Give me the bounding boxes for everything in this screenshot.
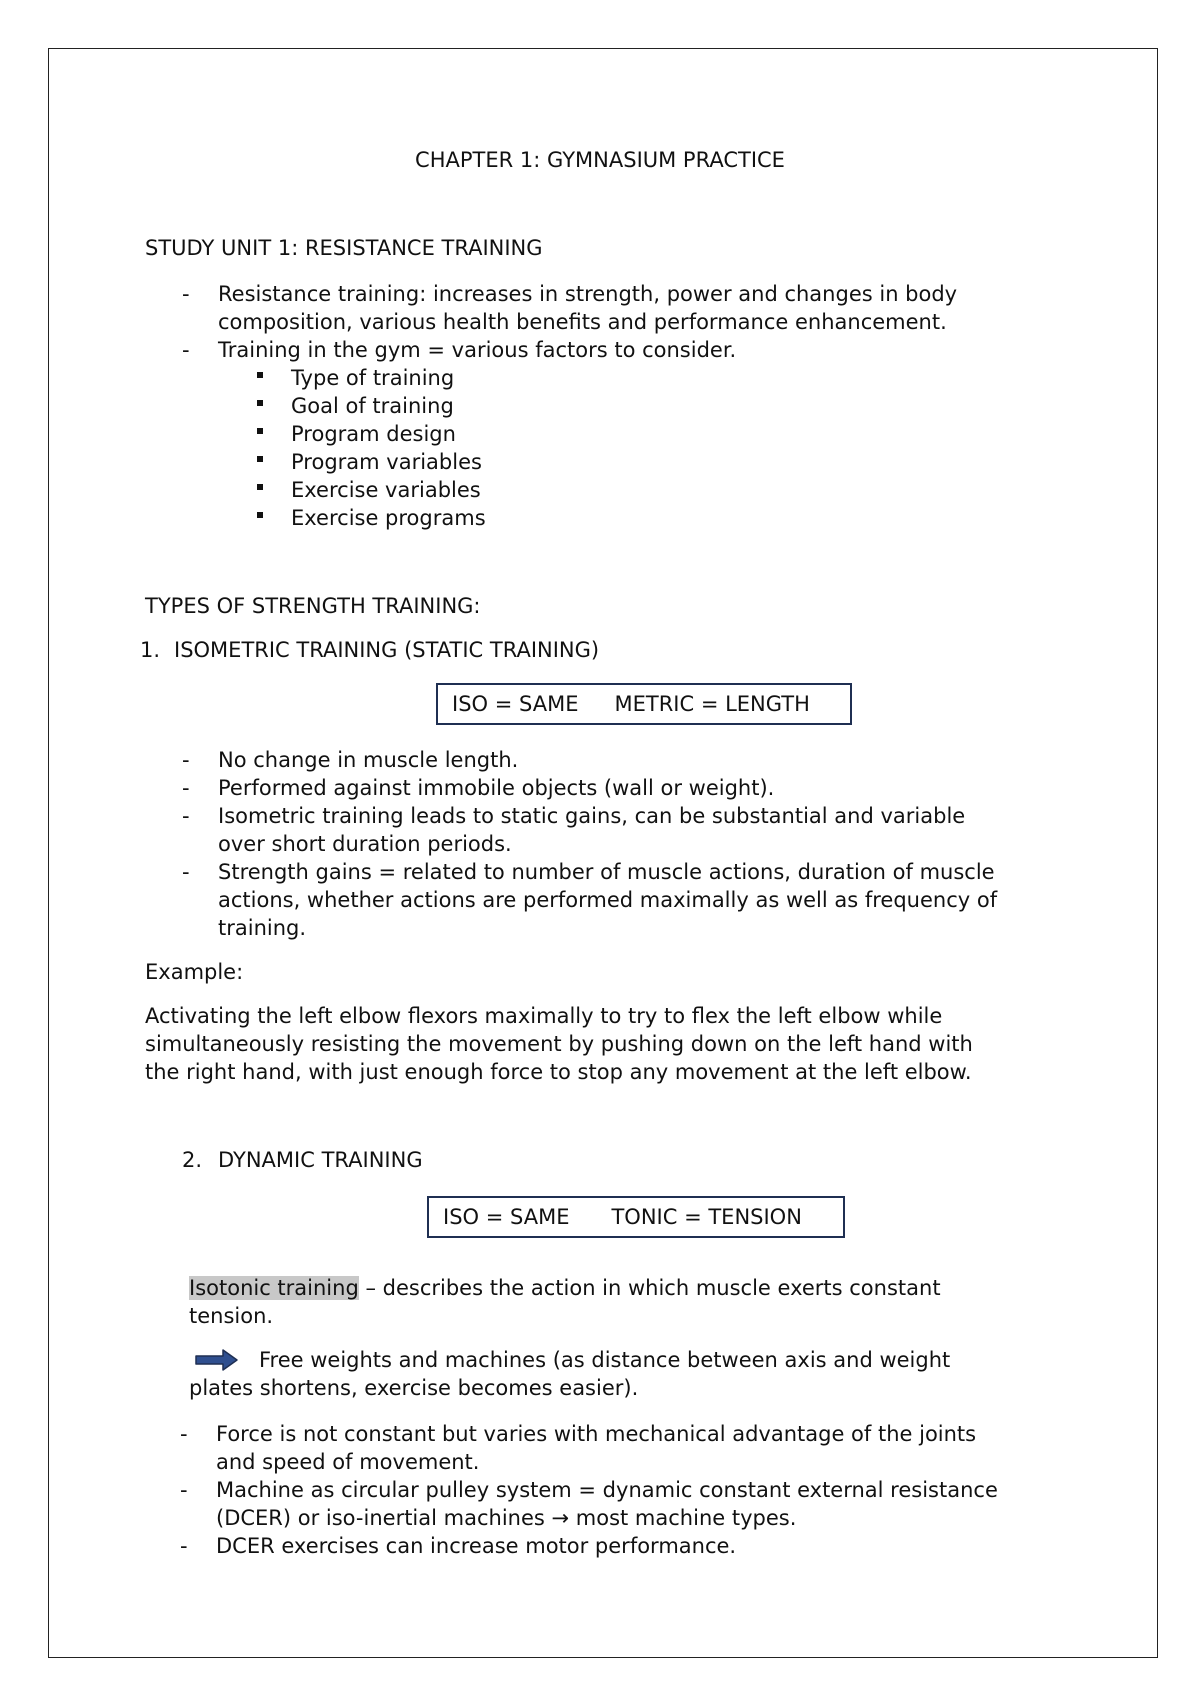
isometric-bullet-3-line-2: over short duration periods. [218,832,512,856]
iso-definition: ISO = SAME [443,1205,570,1229]
isometric-definition-box [436,683,852,725]
isotonic-definition-text: – describes the action in which muscle exerts constant [358,1276,941,1300]
dynamic-bullet-1-line-2: and speed of movement. [216,1450,480,1474]
dynamic-bullet-3: DCER exercises can increase motor performance. [216,1534,737,1558]
dynamic-bullet-1-line-1: Force is not constant but varies with mechanical advantage of the joints [216,1422,977,1446]
factor-item: Goal of training [291,394,454,418]
dash-marker: - [180,1478,188,1502]
example-line-1: Activating the left elbow flexors maximally to try to flex the left elbow while [145,1004,943,1028]
dash-marker: - [182,804,190,828]
square-bullet [257,372,263,378]
isotonic-definition [189,1274,941,1302]
isometric-bullet-4-line-3: training. [218,916,307,940]
square-bullet [257,484,263,490]
metric-definition: METRIC = LENGTH [614,692,810,716]
dynamic-heading: DYNAMIC TRAINING [218,1148,423,1172]
iso-definition: ISO = SAME [452,692,579,716]
dash-marker: - [182,776,190,800]
study-unit-heading: STUDY UNIT 1: RESISTANCE TRAINING [145,236,543,260]
square-bullet [257,428,263,434]
isometric-bullet-4-line-2: actions, whether actions are performed maximally as well as frequency of [218,888,998,912]
factor-item: Exercise programs [291,506,486,530]
arrow-note-line-2: plates shortens, exercise becomes easier). [189,1376,639,1400]
example-line-2: simultaneously resisting the movement by pushing down on the left hand with [145,1032,973,1056]
intro-bullet-1-line-1: Resistance training: increases in strength, power and changes in body [218,282,958,306]
dynamic-number: 2. [182,1148,203,1172]
isotonic-term-highlight: Isotonic training [189,1276,359,1300]
isotonic-definition-line-2: tension. [189,1304,274,1328]
dash-marker: - [182,282,190,306]
dynamic-bullet-2-line-1: Machine as circular pulley system = dynamic constant external resistance [216,1478,998,1502]
dash-marker: - [182,338,190,362]
dash-marker: - [182,748,190,772]
intro-bullet-2: Training in the gym = various factors to consider. [218,338,737,362]
intro-bullet-1-line-2: composition, various health benefits and performance enhancement. [218,310,947,334]
dash-marker: - [180,1534,188,1558]
isometric-number: 1. [140,638,161,662]
square-bullet [257,400,263,406]
example-label: Example: [145,960,244,984]
isometric-heading: ISOMETRIC TRAINING (STATIC TRAINING) [174,638,600,662]
factor-item: Exercise variables [291,478,481,502]
factor-item: Program variables [291,450,482,474]
isometric-bullet-4-line-1: Strength gains = related to number of muscle actions, duration of muscle [218,860,995,884]
dynamic-bullet-2-line-2: (DCER) or iso-inertial machines → most machine types. [216,1506,797,1530]
square-bullet [257,456,263,462]
isometric-bullet-2: Performed against immobile objects (wall or weight). [218,776,775,800]
isometric-bullet-3-line-1: Isometric training leads to static gains, can be substantial and variable [218,804,966,828]
factor-item: Program design [291,422,456,446]
factor-item: Type of training [291,366,455,390]
dash-marker: - [182,860,190,884]
right-arrow-icon [195,1348,239,1372]
tonic-definition: TONIC = TENSION [611,1205,802,1229]
dash-marker: - [180,1422,188,1446]
chapter-title: CHAPTER 1: GYMNASIUM PRACTICE [415,148,785,172]
square-bullet [257,512,263,518]
isometric-bullet-1: No change in muscle length. [218,748,519,772]
arrow-note-line-1: Free weights and machines (as distance between axis and weight [259,1348,951,1372]
example-line-3: the right hand, with just enough force to stop any movement at the left elbow. [145,1060,972,1084]
types-heading: TYPES OF STRENGTH TRAINING: [145,594,481,618]
dynamic-definition-box [427,1196,845,1238]
